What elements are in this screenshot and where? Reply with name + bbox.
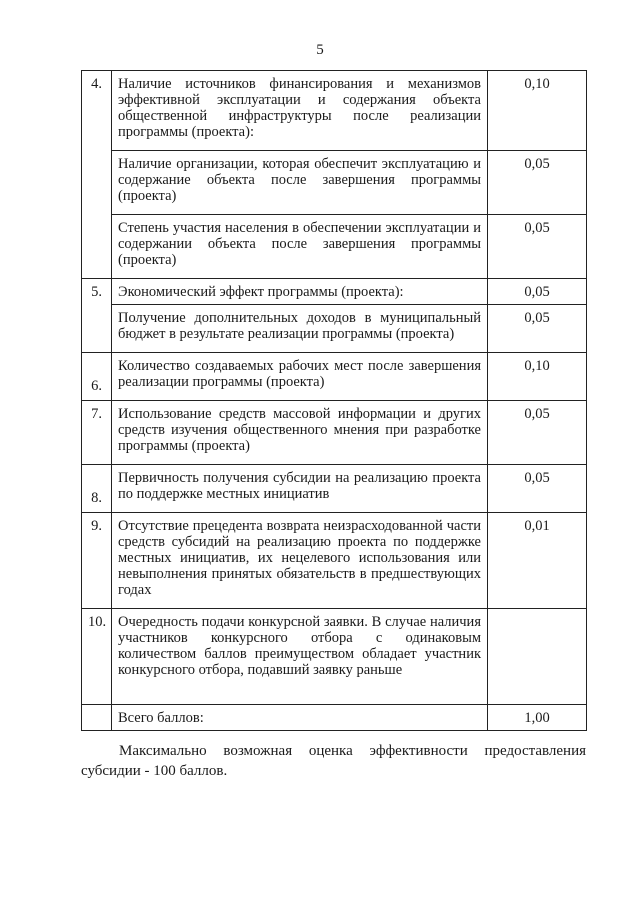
criterion-score: 0,10 [488,353,587,401]
table-row [82,353,587,401]
criterion-text: Первичность получения субсидии на реализацию проекта по поддержке местных инициатив [112,465,488,513]
criterion-text: Очередность подачи конкурсной заявки. В случае наличия участников конкурсного отбора с одинаковым количеством баллов преимуществом обладает участник конкурсного отбора, подавший заявку раньше [112,609,488,705]
table-row [82,609,587,705]
criterion-text: Наличие источников финансирования и механизмов эффективной эксплуатации и содержания объекта общественной инфраструктуры после реализации программы (проекта): [112,71,488,151]
criterion-text: Отсутствие прецедента возврата неизрасходованной части средств субсидий на реализацию проекта по поддержке местных инициатив, их нецелевого использования или невыполнения принятых обязательств в предшествующих годах [112,513,488,609]
total-number-cell [82,705,112,731]
row-number: 5. [82,279,112,353]
criterion-text: Получение дополнительных доходов в муниципальный бюджет в результате реализации программы (проекта) [112,305,488,353]
criterion-text: Экономический эффект программы (проекта): [112,279,488,305]
criterion-text: Степень участия населения в обеспечении эксплуатации и содержании объекта после завершения программы (проекта) [112,215,488,279]
table-row [82,151,587,215]
total-row [82,705,587,731]
table-row [82,215,587,279]
footer-note: Максимально возможная оценка эффективности предоставления субсидии - 100 баллов. [81,743,586,779]
criteria-table [81,70,587,731]
row-number: 6. [82,353,112,401]
row-number: 4. [82,71,112,279]
row-number: 7. [82,401,112,465]
table-row [82,401,587,465]
criterion-score: 0,10 [488,71,587,151]
criterion-text: Количество создаваемых рабочих мест после завершения реализации программы (проекта) [112,353,488,401]
criterion-score: 0,05 [488,215,587,279]
criterion-score: 0,05 [488,401,587,465]
row-number: 10. [82,609,112,705]
criterion-text: Использование средств массовой информации и других средств изучения общественного мнения при разработке программы (проекта) [112,401,488,465]
page-number: 5 [316,42,324,58]
row-number: 9. [82,513,112,609]
criterion-score: 0,05 [488,151,587,215]
table-row [82,513,587,609]
total-label: Всего баллов: [112,705,488,731]
criterion-text: Наличие организации, которая обеспечит эксплуатацию и содержание объекта после завершения программы (проекта) [112,151,488,215]
table-row [82,279,587,305]
row-number: 8. [82,465,112,513]
criterion-score: 0,05 [488,279,587,305]
total-score: 1,00 [488,705,587,731]
criterion-score: 0,05 [488,465,587,513]
criterion-score [488,609,587,705]
table-row [82,465,587,513]
criterion-score: 0,05 [488,305,587,353]
table-row [82,305,587,353]
table-row [82,71,587,151]
criterion-score: 0,01 [488,513,587,609]
